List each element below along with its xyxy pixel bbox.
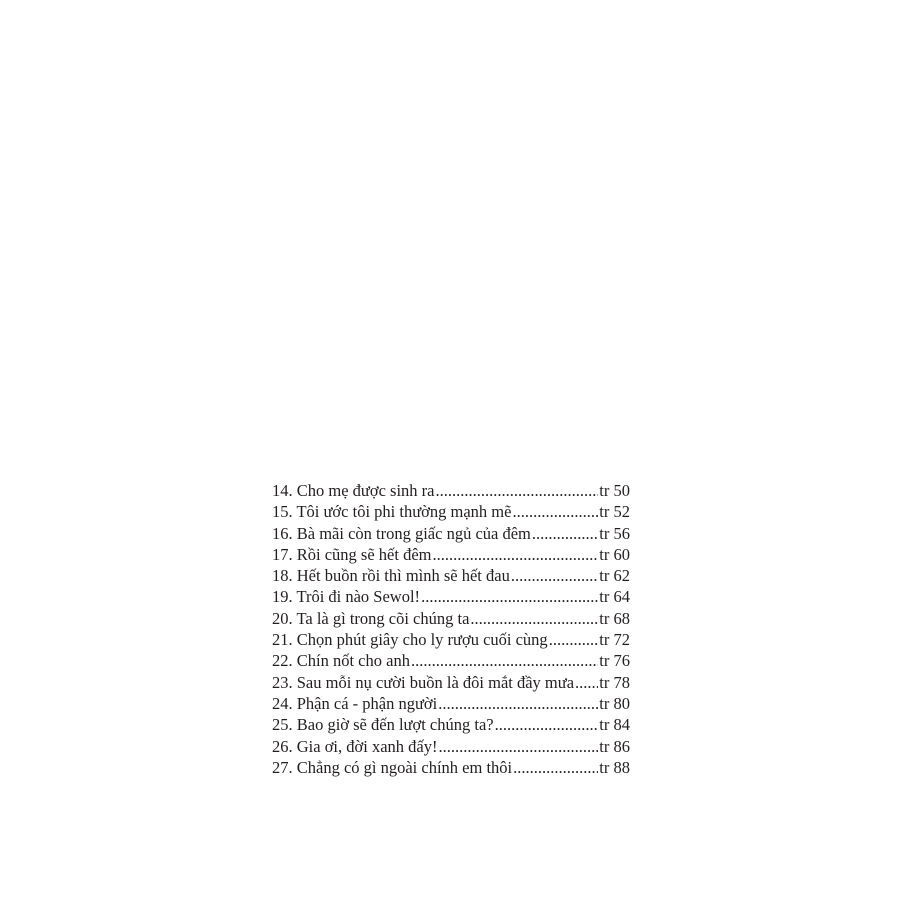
- toc-entry-page: tr 72: [599, 630, 630, 650]
- toc-entry-page: tr 78: [599, 672, 630, 692]
- toc-entry-page: tr 60: [599, 544, 630, 564]
- toc-entry: [272, 736, 630, 757]
- toc-entry-page: tr 62: [599, 566, 630, 586]
- toc-entry-title: 21. Chọn phút giây cho ly rượu cuối cùng: [272, 630, 548, 650]
- toc-entry-page: tr 52: [599, 502, 630, 522]
- toc-entry-title: 26. Gia ơi, đời xanh đấy!: [272, 736, 438, 756]
- toc-entry: [272, 565, 630, 586]
- toc-dot-leader: [512, 501, 598, 522]
- toc-entry: [272, 501, 630, 522]
- table-of-contents: [272, 480, 630, 778]
- toc-entry-page: tr 56: [599, 523, 630, 543]
- toc-entry-title: 17. Rồi cũng sẽ hết đêm: [272, 544, 432, 564]
- toc-entry-title: 19. Trôi đi nào Sewol!: [272, 587, 421, 607]
- toc-entry-title: 18. Hết buồn rồi thì mình sẽ hết đau: [272, 566, 510, 586]
- toc-dot-leader: [511, 565, 598, 586]
- toc-entry-page: tr 64: [599, 587, 630, 607]
- toc-entry-title: 14. Cho mẹ được sinh ra: [272, 481, 435, 500]
- toc-entry-title: 24. Phận cá - phận người: [272, 693, 438, 713]
- toc-dot-leader: [438, 736, 598, 757]
- toc-entry: [272, 757, 630, 778]
- toc-dot-leader: [411, 650, 598, 671]
- toc-dot-leader: [435, 480, 598, 501]
- toc-entry-title: 16. Bà mãi còn trong giấc ngủ của đêm: [272, 523, 531, 543]
- toc-entry-title: 27. Chẳng có gì ngoài chính em thôi: [272, 757, 513, 777]
- toc-dot-leader: [549, 629, 599, 650]
- toc-entry-page: tr 80: [599, 693, 630, 713]
- toc-entry-title: 15. Tôi ước tôi phi thường mạnh mẽ: [272, 502, 512, 522]
- toc-entry-title: 20. Ta là gì trong cõi chúng ta: [272, 608, 470, 628]
- toc-entry-page: tr 76: [599, 651, 630, 671]
- toc-entry-page: tr 88: [599, 757, 630, 777]
- toc-dot-leader: [470, 608, 598, 629]
- toc-entry: [272, 544, 630, 565]
- toc-entry-page: tr 68: [599, 608, 630, 628]
- toc-dot-leader: [575, 672, 598, 693]
- toc-dot-leader: [532, 523, 598, 544]
- toc-entry: [272, 523, 630, 544]
- toc-entry: [272, 480, 630, 501]
- toc-entry: [272, 693, 630, 714]
- toc-entry: [272, 650, 630, 671]
- toc-dot-leader: [432, 544, 598, 565]
- toc-dot-leader: [513, 757, 598, 778]
- toc-entry: [272, 629, 630, 650]
- toc-entry-title: 22. Chín nốt cho anh: [272, 651, 410, 671]
- toc-entry: [272, 608, 630, 629]
- toc-entry: [272, 586, 630, 607]
- toc-entry-page: tr 50: [599, 481, 630, 500]
- toc-dot-leader: [421, 586, 598, 607]
- toc-entry: [272, 672, 630, 693]
- toc-entry: [272, 714, 630, 735]
- toc-dot-leader: [438, 693, 598, 714]
- toc-entry-page: tr 84: [599, 715, 630, 735]
- toc-entry-title: 23. Sau mỗi nụ cười buồn là đôi mắt đầy mưa: [272, 672, 575, 692]
- toc-entry-title: 25. Bao giờ sẽ đến lượt chúng ta?: [272, 715, 494, 735]
- toc-dot-leader: [495, 714, 599, 735]
- toc-entry-page: tr 86: [599, 736, 630, 756]
